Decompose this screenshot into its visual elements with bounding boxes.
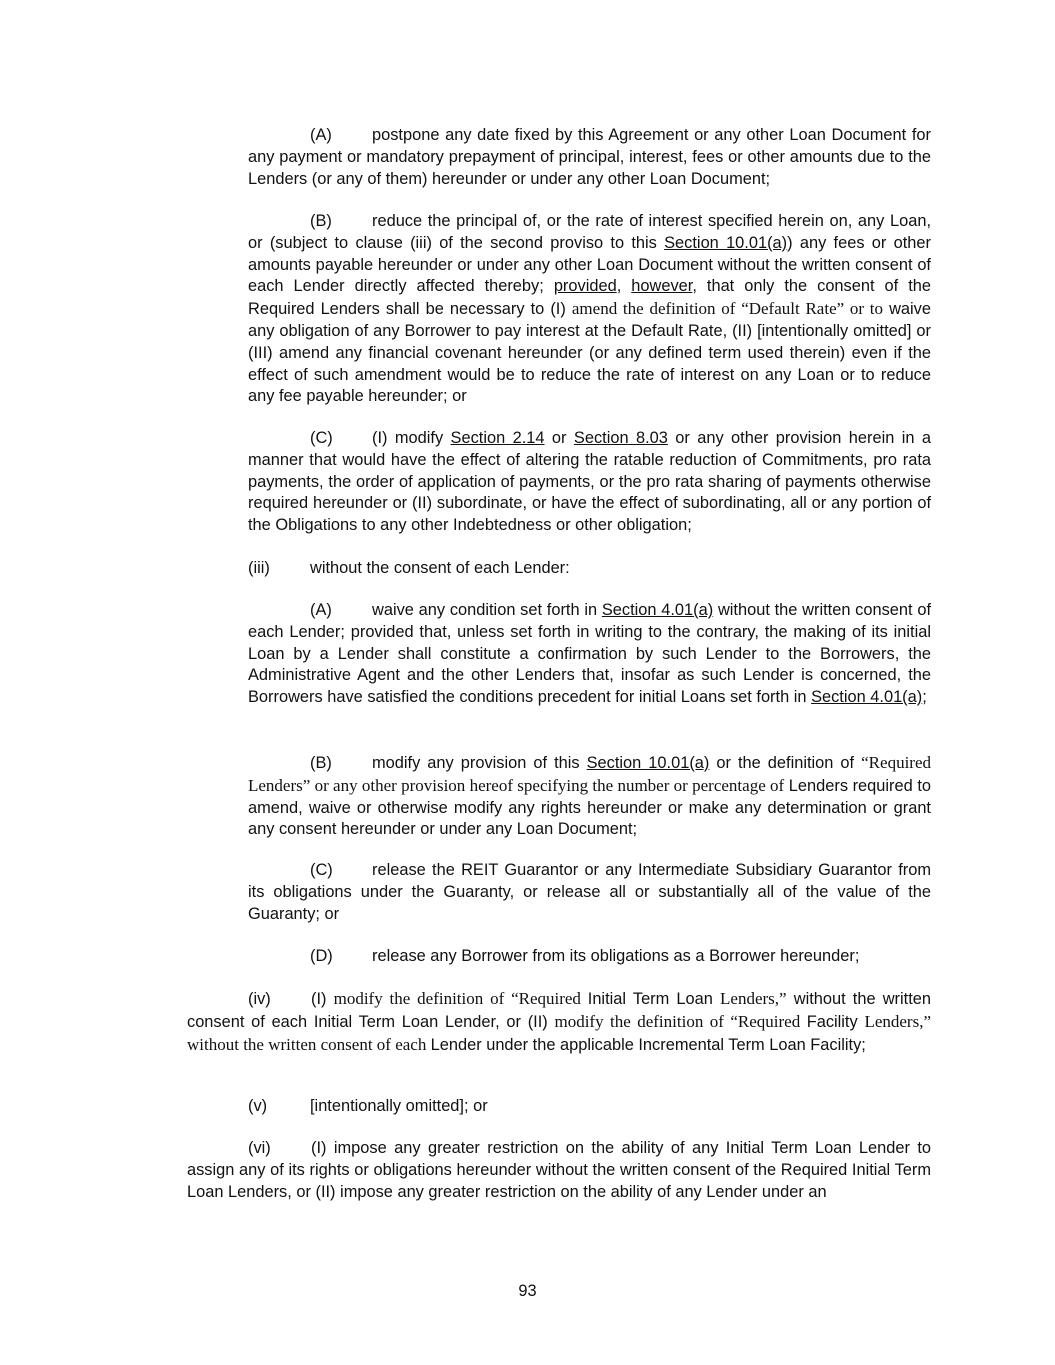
section-reference: Section 2.14 — [450, 429, 545, 447]
clause-text: ; — [922, 688, 927, 707]
clause-text: Facility — [806, 1012, 865, 1031]
clause-label: (C) — [310, 861, 333, 879]
clause-text: ) any fees or other amounts payable hereunder or under any other Loan Document without the written consent of each Lender directly affected thereby; — [248, 233, 931, 296]
clause-label: (A) — [310, 601, 332, 619]
clause-label: (C) — [310, 429, 333, 447]
clause-label: (v) — [248, 1097, 268, 1115]
clause-text-serif: Lenders,” — [720, 989, 787, 1008]
section-reference: Section 10.01(a) — [664, 233, 788, 252]
clause-text: waive any condition set forth in — [372, 601, 602, 619]
clause-label: (iii) — [248, 559, 270, 577]
clause-text-serif: Lenders,” without the written consent of each — [187, 1011, 931, 1054]
paragraph-v-omitted — [248, 1096, 931, 1118]
clause-text: or any other provision herein in a manner that would have the effect of altering the ratable reduction of Commitments, pro rata payments, the order of application of payments, or the pro rata sharing of payments otherwise required hereunder or (II) subordinate, or have the effect of subordinating, all or any portion of the Obligations to any other Indebtedness or other obligation; — [248, 429, 932, 535]
paragraph-b-modify-provision — [248, 752, 931, 841]
however-term: however — [631, 277, 693, 296]
clause-text: without the written consent of each Lender; provided that, unless set forth in writing to the contrary, the making of its initial Loan by a Lender shall constitute a confirmation by such Lender to the Borrowers, the Administrative Agent and the other Lenders that, insofar as such Lender is concerned, the Borrowers have satisfied the conditions precedent for initial Loans set forth in — [248, 601, 932, 707]
section-reference: Section 4.01(a) — [601, 601, 714, 619]
clause-text: , — [616, 277, 632, 296]
section-reference: Section 4.01(a) — [811, 688, 923, 707]
clause-text: (I) impose any greater restriction on the ability of any Initial Term Loan Lender to assign any of its rights or obligations hereunder without the written consent of the Required Initial Term Loan Lenders, or (II) impose any greater restriction on the ability of any Lender under an — [187, 1139, 931, 1201]
clause-text: Lender under the applicable Incremental Term Loan Facility; — [430, 1035, 866, 1054]
paragraph-b-reduce-principal — [248, 211, 931, 408]
clause-label: (vi) — [248, 1139, 271, 1157]
clause-text: reduce the principal of, or the rate of interest specified herein on, any Loan, or (subject to clause (iii) of the second proviso to this — [248, 212, 931, 252]
clause-text: release any Borrower from its obligations as a Borrower hereunder; — [372, 947, 860, 965]
page-number: 93 — [518, 1282, 537, 1300]
paragraph-c-modify-sections — [248, 428, 931, 537]
paragraph-a-postpone — [248, 125, 931, 190]
clause-text: modify any provision of this — [372, 754, 587, 772]
clause-text-serif: modify the definition of “Required — [333, 989, 588, 1008]
clause-text: , that only the consent of the Required Lenders shall be necessary to (I) — [248, 277, 932, 319]
clause-text-serif: amend the definition of “Default Rate” or to — [571, 299, 884, 319]
paragraph-iv-definitions — [187, 988, 931, 1056]
clause-text: or — [544, 429, 574, 447]
paragraph-a-waive-condition — [248, 600, 931, 709]
clause-text: postpone any date fixed by this Agreement or any other Loan Document for any payment or mandatory prepayment of principal, interest, fees or other amounts due to the Lenders (or any of them) hereunder or under any other Loan Document; — [248, 126, 931, 188]
clause-text-serif: modify the definition of “Required — [554, 1011, 807, 1031]
paragraph-vi-assignment — [187, 1138, 931, 1203]
clause-text: without the written consent of each Initial Term Loan Lender, or (II) — [187, 990, 931, 1031]
clause-text: or the definition of — [709, 754, 862, 772]
clause-label: (B) — [310, 212, 332, 230]
clause-text: waive any obligation of any Borrower to pay interest at the Default Rate, (II) [intentionally omitted] or (III) amend any financial covenant hereunder (or any defined term used therein) even if the effect of such amendment would be to reduce the rate of interest on any Loan or to reduce any fee payable hereunder; or — [248, 300, 931, 406]
paragraph-c-release-guarantor — [248, 860, 931, 925]
paragraph-iii-consent — [248, 558, 931, 580]
clause-label: (D) — [310, 947, 333, 965]
clause-text: [intentionally omitted]; or — [310, 1097, 488, 1115]
clause-text: (I) modify — [372, 429, 451, 447]
section-reference: Section 10.01(a) — [586, 754, 710, 772]
clause-text: without the consent of each Lender: — [310, 559, 570, 577]
provided-term: provided — [553, 277, 617, 296]
clause-text: release the REIT Guarantor or any Intermediate Subsidiary Guarantor from its obligations under the Guaranty, or release all or substantially all of the value of the Guaranty; or — [248, 861, 931, 923]
clause-label: (A) — [310, 126, 332, 144]
clause-text: Initial Term Loan — [587, 990, 721, 1008]
clause-label: (iv) — [248, 990, 271, 1008]
clause-text: Lenders required to amend, waive or otherwise modify any rights hereunder or make any determination or grant any consent hereunder or under any Loan Document; — [248, 776, 932, 839]
clause-text-serif: “Required Lenders” or any other provision hereof specifying the number or percentage of — [248, 753, 931, 795]
clause-text: (I) — [311, 990, 334, 1008]
paragraph-d-release-borrower — [248, 946, 931, 968]
section-reference: Section 8.03 — [573, 429, 668, 447]
clause-label: (B) — [310, 754, 332, 772]
